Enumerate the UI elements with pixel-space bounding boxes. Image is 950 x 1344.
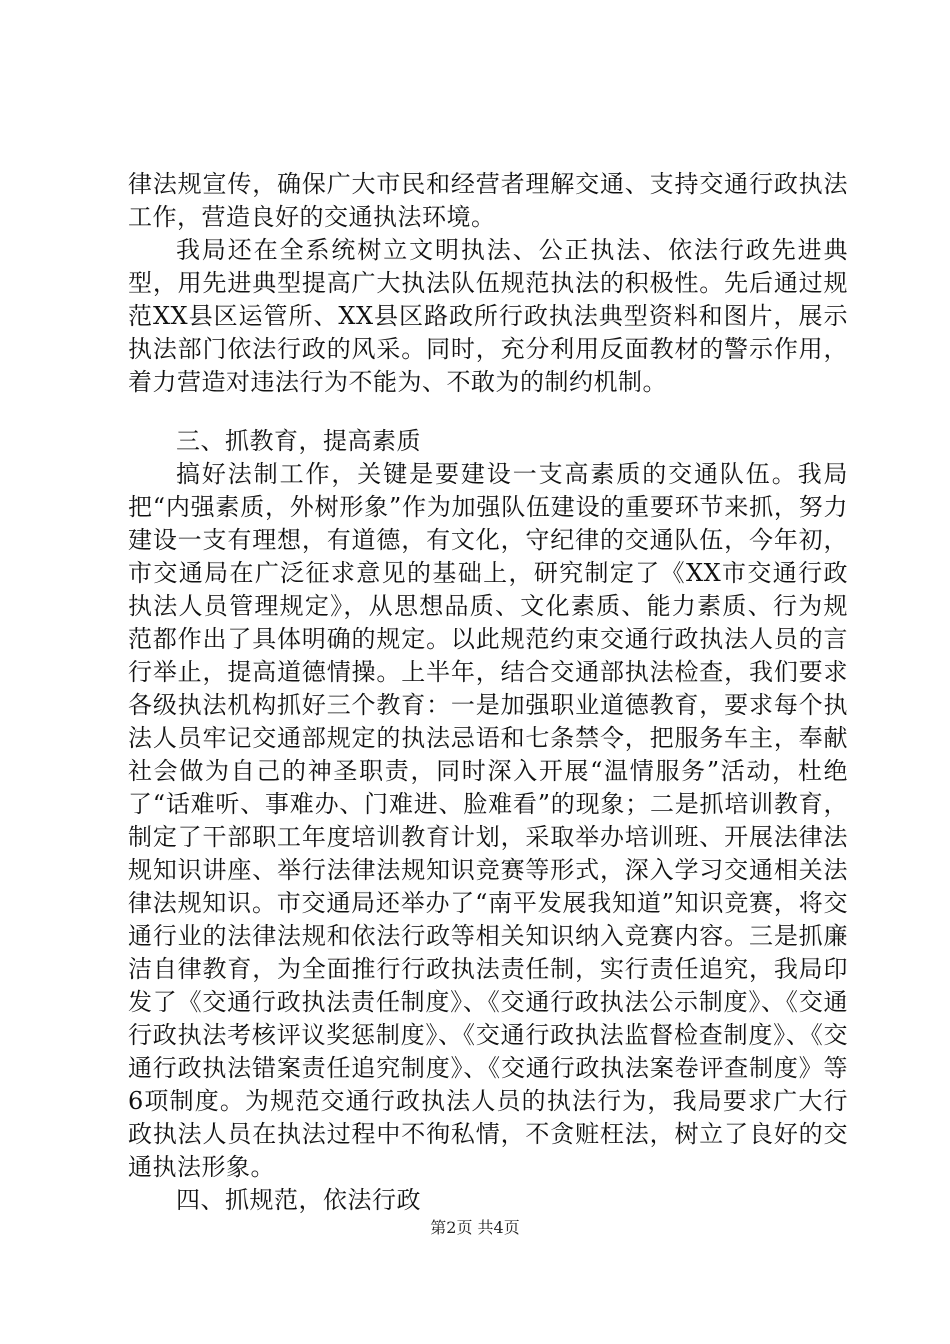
- page-footer: 第2页 共4页: [430, 1218, 520, 1237]
- document-body: [128, 168, 848, 1217]
- paragraph-gap: [128, 399, 848, 425]
- section-heading-3: 三、抓教育，提高素质: [176, 427, 421, 455]
- paragraph-education: 搞好法制工作，关键是要建设一支高素质的交通队伍。我局把“内强素质，外树形象”作为加强队伍建设的重要环节来抓，努力建设一支有理想，有道德，有文化，守纪律的交通队伍，今年初，市交通局在广泛征求意见的基础上，研究制定了《XX市交通行政执法人员管理规定》，从思想品质、文化素质、能力素质、行为规范都作出了具体明确的规定。以此规范约束交通行政执法人员的言行举止，提高道德情操。上半年，结合交通部执法检查，我们要求各级执法机构抓好三个教育：一是加强职业道德教育，要求每个执法人员牢记交通部规定的执法忌语和七条禁令，把服务车主，奉献社会做为自己的神圣职责，同时深入开展“温情服务”活动，杜绝了“话难听、事难办、门难进、脸难看”的现象；二是抓培训教育，制定了干部职工年度培训教育计划，采取举办培训班、开展法律法规知识讲座、举行法律法规知识竞赛等形式，深入学习交通相关法律法规知识。市交通局还举办了“南平发展我知道”知识竞赛，将交通行业的法律法规和依法行政等相关知识纳入竞赛内容。三是抓廉洁自律教育，为全面推行行政执法责任制，实行责任追究，我局印发了《交通行政执法责任制度》、《交通行政执法公示制度》、《交通行政执法考核评议奖惩制度》、《交通行政执法监督检查制度》、《交通行政执法错案责任追究制度》、《交通行政执法案卷评查制度》等6项制度。为规范交通行政执法人员的执法行为，我局要求广大行政执法人员在执法过程中不徇私情，不贪赃枉法，树立了良好的交通执法形象。: [128, 460, 848, 1181]
- section-heading-4: 四、抓规范，依法行政: [176, 1186, 421, 1214]
- paragraph-model-typical: 我局还在全系统树立文明执法、公正执法、依法行政先进典型，用先进典型提高广大执法队伍规范执法的积极性。先后通过规范XX县区运管所、XX县区路政所行政执法典型资料和图片，展示执法部门依法行政的风采。同时，充分利用反面教材的警示作用，着力营造对违法行为不能为、不敢为的制约机制。: [128, 236, 848, 396]
- paragraph-continued: 律法规宣传，确保广大市民和经营者理解交通、支持交通行政执法工作，营造良好的交通执法环境。: [128, 170, 848, 231]
